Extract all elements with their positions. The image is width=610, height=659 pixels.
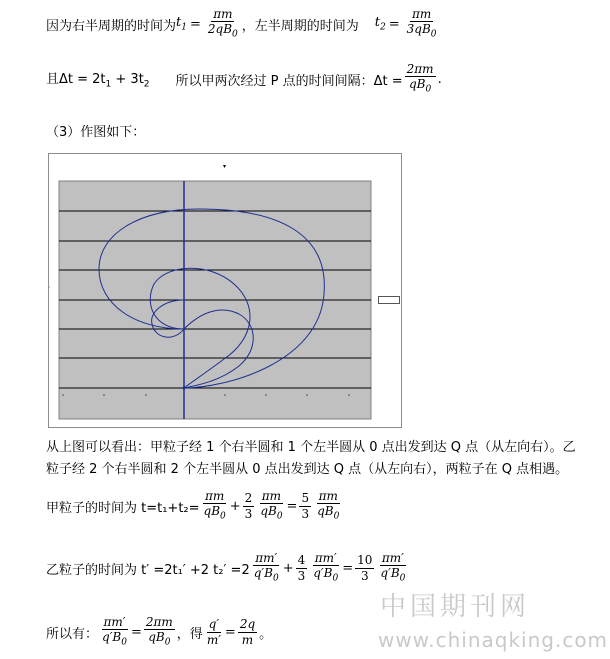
t2-symbol: $t_2$ xyxy=(374,15,386,33)
line-1-text-a: 因为右半周期的时间为 xyxy=(46,18,177,34)
jia-frac-5: $\frac{\pi m}{qB_0}$ xyxy=(317,488,340,522)
final-equals: = xyxy=(130,624,142,640)
final-text-b: ，得 xyxy=(176,626,203,642)
final-equals-2: = xyxy=(224,624,236,640)
yi-frac-2: $\frac{4}{3}$ xyxy=(297,552,306,583)
line-2-text-a: 且$\Delta t = 2t_1 + 3t_2$ xyxy=(46,72,150,90)
jia-equals: = xyxy=(286,498,298,514)
line-1 xyxy=(46,6,441,42)
jia-time-line xyxy=(46,486,343,526)
fraction-t2: $\frac{\pi m}{3qB_0}$ xyxy=(406,6,437,40)
line-1-text-b: ，左半周期的时间为 xyxy=(241,18,359,34)
figure-intro: （3）作图如下： xyxy=(46,125,146,140)
line-2 xyxy=(46,60,442,98)
fraction-delta-t: $\frac{2\pi m}{qB_0}$ xyxy=(406,61,434,95)
line-2-text-c: 所以甲两次经过 P 点的时间间隔：Δt = xyxy=(175,73,403,89)
side-marker: · xyxy=(48,283,51,292)
jia-plus: + xyxy=(229,498,241,514)
origin-point xyxy=(183,387,186,390)
analysis-line-2: 粒子经 2 个右半圆和 2 个左半圆从 0 点出发到达 Q 点（从左向右），两粒子在 Q 点相遇。 xyxy=(46,462,569,477)
yi-label: 乙粒子的时间为 t′ =2t₁′ +2 t₂′ =2 xyxy=(46,562,250,578)
equals-sign-2: = xyxy=(388,16,400,32)
jia-frac-1: $\frac{\pi m}{qB_0}$ xyxy=(203,488,226,522)
final-frac-2: $\frac{2\pi m}{qB_0}$ xyxy=(145,614,173,648)
conclusion-line xyxy=(46,612,272,652)
yi-frac-4: $\frac{10}{3}$ xyxy=(357,552,373,583)
yi-plus: + xyxy=(282,560,294,576)
equals-sign: = xyxy=(189,16,201,32)
trajectory-figure xyxy=(48,153,402,428)
yi-frac-1: $\frac{\pi m'}{q'B_0}$ xyxy=(253,550,279,584)
t1-symbol: $t_1$ xyxy=(176,15,187,33)
final-frac-4: $\frac{2q}{m}$ xyxy=(239,616,256,647)
watermark-url: www.chinaqking.com xyxy=(378,628,609,652)
period: . xyxy=(437,71,442,87)
yi-time-line xyxy=(46,548,409,588)
jia-frac-4: $\frac{5}{3}$ xyxy=(301,490,310,521)
yi-frac-5: $\frac{\pi m'}{q'B_0}$ xyxy=(380,550,406,584)
jia-label: 甲粒子的时间为 t=t₁+t₂= xyxy=(46,500,200,516)
final-frac-3: $\frac{q'}{m'}$ xyxy=(206,616,221,647)
figure-marker: ▾ xyxy=(223,163,227,170)
yi-equals: = xyxy=(342,560,354,576)
jia-frac-3: $\frac{\pi m}{qB_0}$ xyxy=(260,488,283,522)
legend-box xyxy=(378,296,400,304)
fraction-t1: $\frac{\pi m}{2qB_0}$ xyxy=(207,6,238,40)
final-frac-1: $\frac{\pi m'}{q'B_0}$ xyxy=(102,614,127,648)
final-period: 。 xyxy=(259,626,273,642)
conclusion-label: 所以有： xyxy=(46,626,99,642)
trajectory-plot xyxy=(49,154,401,427)
yi-frac-3: $\frac{\pi m'}{q'B_0}$ xyxy=(313,550,339,584)
watermark-cn: 中国期刊网 xyxy=(380,592,531,622)
jia-frac-2: $\frac{2}{3}$ xyxy=(244,490,253,521)
analysis-line-1: 从上图可以看出：甲粒子经 1 个右半圆和 1 个左半圆从 0 点出发到达 Q 点（从左向右）。乙 xyxy=(46,440,576,455)
